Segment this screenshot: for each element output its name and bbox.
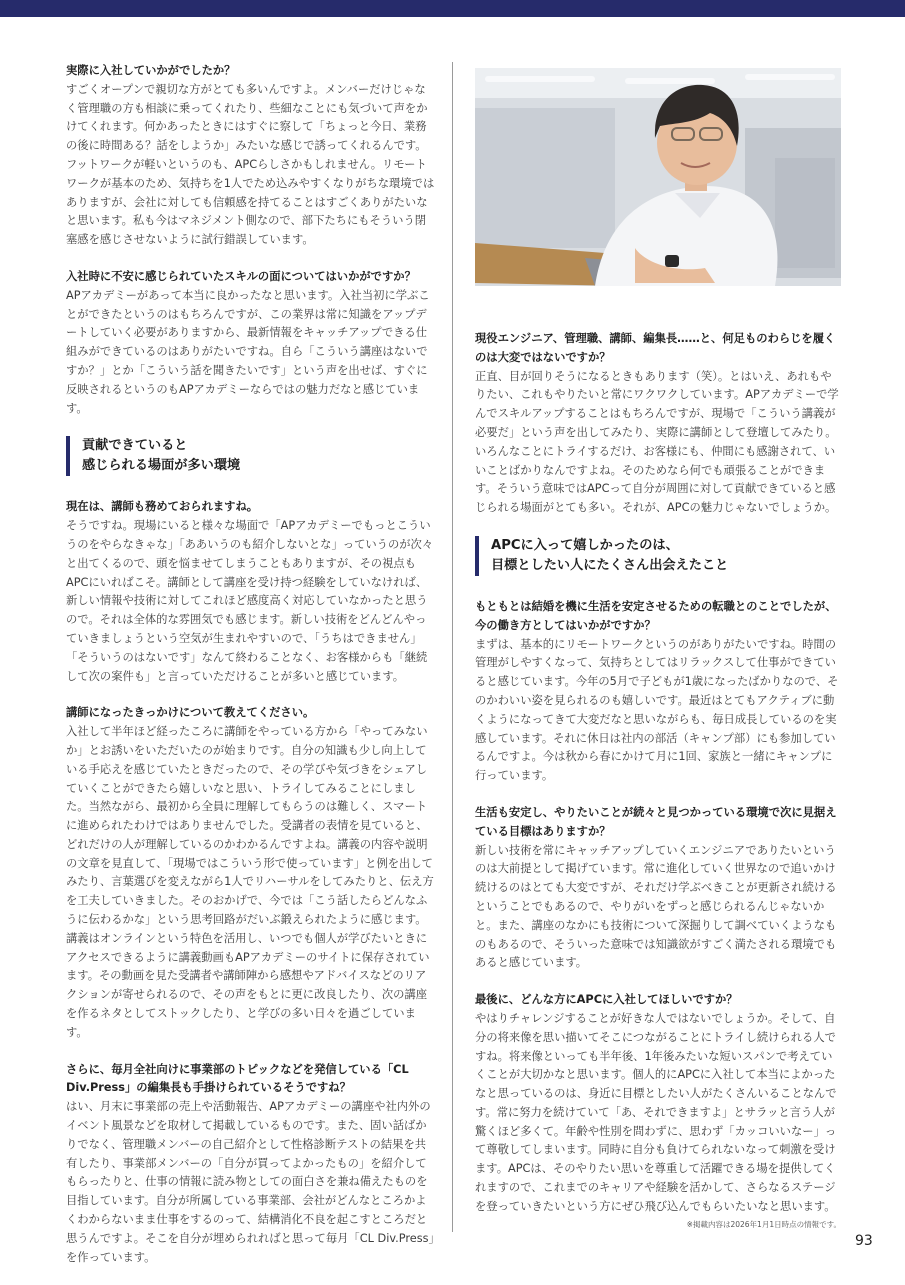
heading-line: 感じられる場面が多い環境 [82,458,241,474]
section-heading [66,436,436,476]
answer: やはりチャレンジすることが好きな人ではないでしょうか。そして、自分の将来像を思い描いてそこにつながることにトライし続けられる人ですね。将来像といっても半年後、1年後みたいな短いスパンで考えていくことが大切かなと思います。個人的にAPCに入社して本当によかったなと思っているのは、身近に目標としたい人がたくさんいることなんです。常に努力を続けていて「あ、それできますよ」とサラッと言う人が驚くほど多くて。年齢や性別を問わずに、思わず「カッコいいなー」って尊敬してしまいます。同時に自分も負けてられないなって刺激を受けます。APCは、そのやりたい思いを尊重して活躍できる場を提供してくれますので、これまでのキャリアや経験を活かして、さらなるステージを登っていきたいという方にぜひ飛び込んでもらいたいなと思います。 [475,1011,837,1213]
question: 生活も安定し、やりたいことが続々と見つかっている環境で次に見据えている目標はありますか？ [475,805,837,838]
right-column [475,68,841,1230]
qa-block [475,598,841,786]
footnote: ※掲載内容は2026年1月1日時点の情報です。 [686,1219,841,1229]
heading-line: 目標としたい人にたくさん出会えたこと [491,557,729,573]
page-number: 93 [855,1233,873,1249]
answer: すごくオープンで親切な方がとても多いんですよ。メンバーだけじゃなく管理職の方も相談に乗ってくれたり、些細なことにも気づいて声をかけてくれます。何かあったときにはすぐに察して「ちょっと今日、業務の後に時間ある？話をしようか」みたいな感じで誘ってくれるんです。フットワークが軽いというのも、APCらしさかもしれません。リモートワークが基本のため、気持ちを1人でため込みやすくなりがちな環境ではありますが、会社に対しても信頼感を持てることはすごくありがたいなと思います。私も今はマネジメント側なので、部下たちにもそういう閉塞感を感じさせないように試行錯誤しています。 [66,82,435,247]
qa-block [475,804,841,973]
answer: はい、月末に事業部の売上や活動報告、APアカデミーの講座や社内外のイベント風景などを取材して掲載しているものです。また、固い話ばかりでなく、管理職メンバーの自己紹介として性格診断テストの結果を共有したり、事業部メンバーの「自分が買ってよかったもの」を紹介してもらったりと、仕事の情報に読み物としての面白さを兼ね備えたものを目指しています。自分が所属している事業部、会社がどんなところかよくわからないまま仕事をするのって、結構消化不良を起こすところだと思うんですよ。そこを自分が埋められればと思って毎月「CL Div.Press」を作っています。 [66,1100,435,1264]
answer: 入社して半年ほど経ったころに講師をやっている方から「やってみないか」とお誘いをいただいたのが始まりです。自分の知識も少し向上している手応えを感じていたときだったので、その学びや気づきをシェアしていくことができたら嬉しいなと思い、トライしてみることにしました。当然ながら、最初から全員に理解してもらうのは難しく、スマートに進められたわけではありませんでした。受講者の表情を見ていると、どれだけの人が理解しているのかわかるんですよね。講義の内容や説明の文章を見直して、「現場ではこういう形で使っています」と例を出してみたり、言葉選びを変えながら1人でリハーサルをしてみたりと、伝え方を工夫していきました。そのおかげで、今では「こう話したらどんなふうに伝わるかな」という思考回路がだいぶ鍛えられたように感じます。講義はオンラインという特色を活用し、いつでも個人が学びたいときにアクセスできるように講義動画もAPアカデミーのサイトに保存されています。その動画を見た受講者や講師陣から感想やアドバイスなどのリアクションが寄せられるので、その声をもとに更に改良したり、次の講座を作るネタとしてストックしたり、と学びの多い日々を過ごしています。 [66,725,434,1039]
question: 実際に入社していかがでしたか？ [66,64,236,77]
question: 現在は、講師も務めておられますね。 [66,500,259,514]
qa-block [66,268,436,418]
heading-line: 貢献できていると [82,438,188,454]
heading-line: APCに入って嬉しかったのは、 [491,537,679,553]
person-photo-illustration [475,68,841,286]
question: 現役エンジニア、管理職、講師、編集長……と、何足ものわらじを履くのは大変ではないですか？ [475,332,836,364]
question: 講師になったきっかけについて教えてください。 [66,706,315,720]
question: もともとは結婚を機に生活を安定させるための転職とのことでしたが、今の働き方としてはいかがですか？ [475,599,837,632]
qa-block [66,498,436,686]
section-heading [475,536,841,576]
qa-block [66,704,436,1042]
qa-block [66,1061,436,1268]
answer: まずは、基本的にリモートワークというのがありがたいですね。時間の管理がしやすくなって、気持ちとしてはリラックスして仕事ができていると感じています。今年の5月で子どもが1歳になったばかりなので、そのかわいい姿を見られるのも嬉しいです。最近はとてもアクティブに動くようになってきて大変だなと思いながらも、毎日成長しているのを実感しています。それに休日は社内の部活（キャンプ部）にも参加しているんですよ。今は秋から春にかけて月に1回、家族と一緒にキャンプに行っています。 [475,637,839,783]
qa-block [66,62,436,250]
answer: 正直、目が回りそうになるときもあります（笑）。とはいえ、あれもやりたい、これもやりたいと常にワクワクしています。APアカデミーで学んでスキルアップすることはもちろんですが、現場で「こういう講義が必要だ」という声を出してみたり、実際に講師として登壇してみたり。いろんなことにトライするだけ、お客様にも、仲間にも感謝されて、いいことばかりなんですよね。そのためなら何でも頑張ることができます。そういう意味ではAPCって自分が周囲に対して貢献できていると感じられる場面がとても多い。それが、APCの魅力じゃないでしょうか。 [475,369,839,515]
left-column [66,62,436,1285]
answer: APアカデミーがあって本当に良かったなと思います。入社当初に学ぶことができたというのはもちろんですが、この業界は常に知識をアップデートしていく必要がありますから、最新情報をキャッチアップできる仕組みができているのはありがたいですね。自ら「こういう講座はないですか？」とか「こういう話を聞きたいです」という声を出せば、すぐに反映されるというのもAPアカデミーならではの魅力だなと感じています。 [66,288,430,415]
answer: 新しい技術を常にキャッチアップしていくエンジニアでありたいというのは大前提として掲げています。常に進化していく世界なので追いかけ続けるのはとても大変ですが、それだけ学ぶべきことが更新され続けるということでもあるので、やりがいをずっと感じられるんじゃないかと。また、講座のなかにも技術について深掘りして調べていくようなものもあるので、そういった意味では知識欲がすごく満たされる環境でもあると感じています。 [475,843,837,970]
interview-photo [475,68,841,286]
answer: そうですね。現場にいると様々な場面で「APアカデミーでもっとこういうのをやらなきゃな」「ああいうのも紹介しないとな」っていうのが次々と出てくるので、頭を悩ませてしまうこともありますが、その視点もAPCにいればこそ。講師として講座を受け持つ経験をしていなければ、新しい情報や技術に対してこれほど感度高く対応していなかったと思うので。それは全体的な雰囲気でも感じます。新しい技術をどんどんやっていきましょうという空気が生まれやすいので、「うちはできません」「そういうのはないです」なんて終わることなく、お客様からも「継続して次の案件も」と言っていただけることが多いと感じています。 [66,519,434,683]
qa-block [475,330,841,518]
question: 入社時に不安に感じられていたスキルの面についてはいかがですか？ [66,269,416,283]
top-banner-bar [0,0,905,17]
question: さらに、毎月全社向けに事業部のトピックなどを発信している「CL Div.Press」の編集長も手掛けられているそうですね？ [66,1062,409,1095]
column-divider [452,62,453,1232]
question: 最後に、どんな方にAPCに入社してほしいですか？ [475,993,738,1007]
qa-block [475,991,841,1217]
